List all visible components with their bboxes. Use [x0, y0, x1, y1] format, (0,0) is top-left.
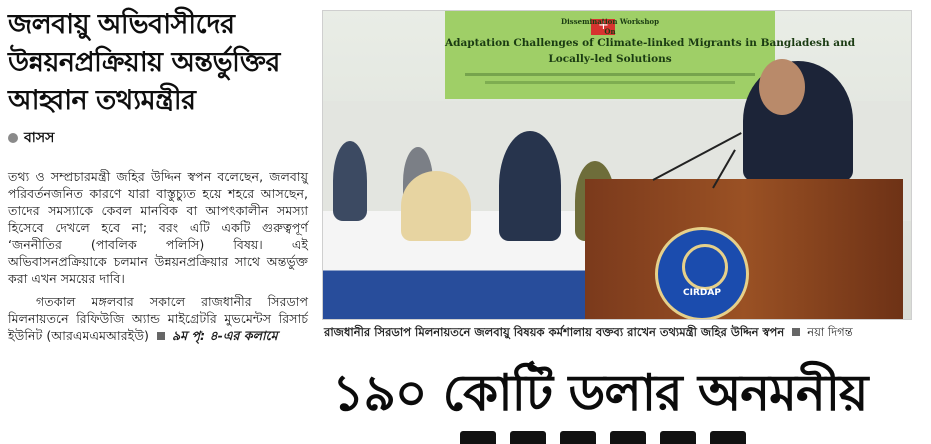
bullet-dot-icon — [8, 133, 18, 143]
cirdap-emblem-icon — [655, 227, 749, 320]
cropped-headline-fragment — [460, 430, 840, 444]
panelist — [499, 131, 561, 241]
caption-text: রাজধানীর সিরডাপ মিলনায়তনে জলবায়ু বিষয়ক কর্মশালায় বক্তব্য রাখেন তথ্যমন্ত্রী জহির উদ্দিন স্বপন — [324, 325, 785, 339]
speaker-head — [759, 59, 805, 115]
photo-caption — [324, 324, 924, 343]
next-article-headline: ১৯০ কোটি ডলার অনমনীয় — [332, 364, 868, 422]
article-body — [8, 168, 308, 344]
banner-text: Dissemination Workshop — [561, 17, 659, 26]
square-bullet-icon — [792, 328, 800, 336]
banner-title: Adaptation Challenges of Climate-linked Migrants in Bangladesh and — [445, 37, 856, 49]
banner-title: Locally-led Solutions — [548, 53, 672, 65]
source-label: বাসস — [24, 130, 55, 146]
workshop-banner — [445, 11, 856, 99]
continuation-link[interactable]: ৯ম পৃ: ৪-এর কলামে — [171, 328, 278, 343]
left-article — [8, 6, 308, 344]
podium — [585, 179, 903, 319]
square-bullet-icon — [157, 332, 165, 340]
panelist — [401, 171, 471, 241]
photo-credit: নয়া দিগন্ত — [807, 325, 853, 339]
article-paragraph — [8, 293, 308, 344]
news-source — [8, 126, 308, 150]
emblem-label: CIRDAP — [683, 288, 721, 298]
article-paragraph-text: গতকাল মঙ্গলবার সকালে রাজধানীর সিরডাপ মিলনায়তনে রিফিউজি অ্যান্ড মাইগ্রেটরি মুভমেন্টস রিসার্চ ইউনিট (আরএমএমআরইউ) — [8, 294, 308, 343]
banner-text: On — [604, 27, 616, 36]
article-paragraph: তথ্য ও সম্প্রচারমন্ত্রী জহির উদ্দিন স্বপন বলেছেন, জলবায়ু পরিবর্তনজনিত কারণে যারা বাস্তুচ্যুত হয়ে শহরে আসছেন, তাদের সমস্যাকে কেবল মানবিক বা আপৎকালীন সমস্যা হিসেবে দেখলে হবে না; বরং এটি একটি গুরুত্বপূর্ণ ‘জননীতির (পাবলিক পলিসি) বিষয়। এই অভিবাসনপ্রক্রিয়াকে চলমান উন্নয়নপ্রক্রিয়ার সাথে অন্তর্ভুক্ত করা এখন সময়ের দাবি। — [8, 169, 308, 286]
event-photo — [322, 10, 912, 320]
panelist — [333, 141, 367, 221]
article-headline: জলবায়ু অভিবাসীদের উন্নয়নপ্রক্রিয়ায় অন্তর্ভুক্তির আহ্বান তথ্যমন্ত্রীর — [8, 9, 280, 116]
